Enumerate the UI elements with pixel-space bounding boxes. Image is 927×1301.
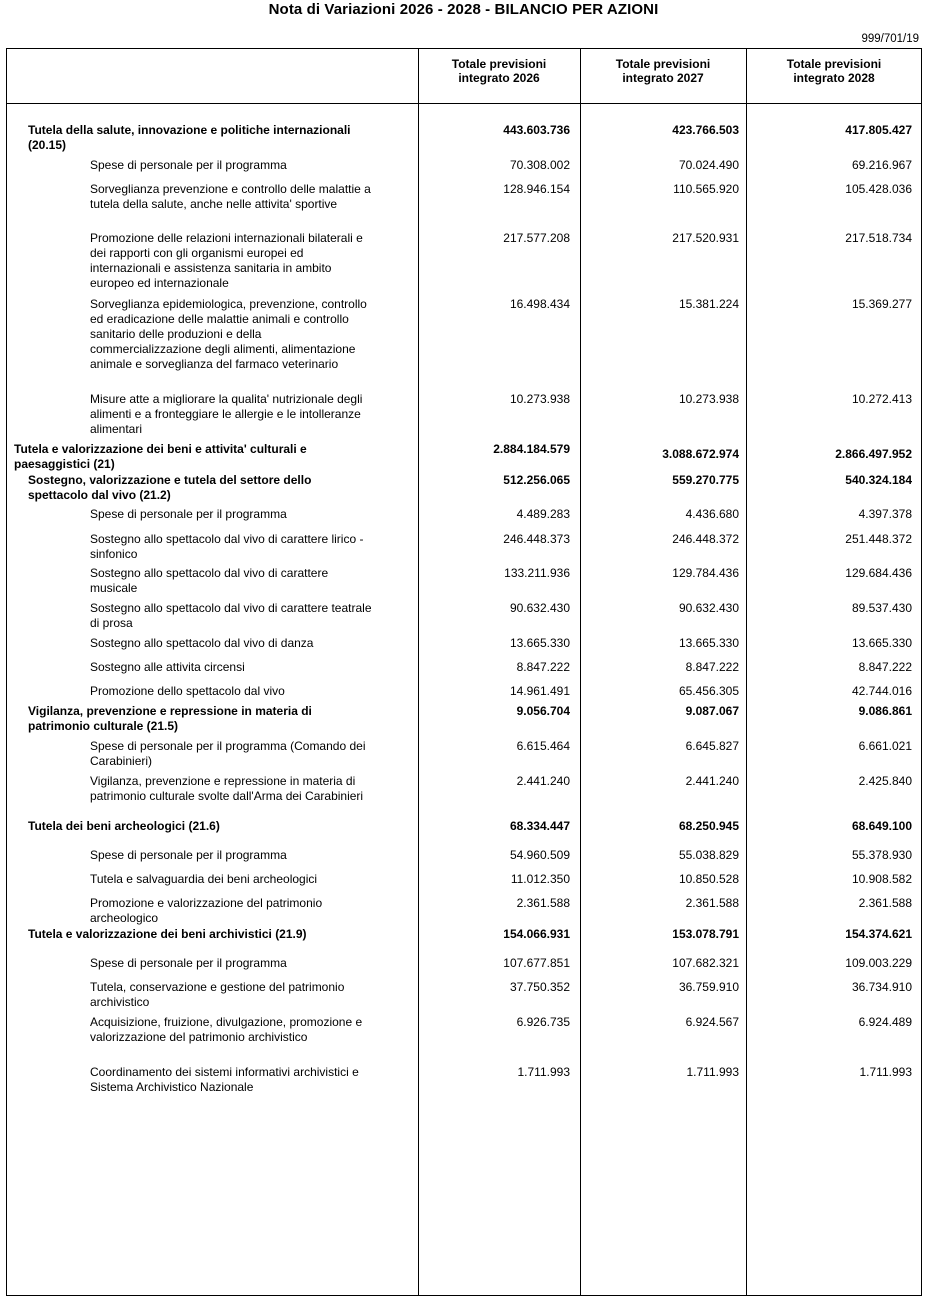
- value-2026: 217.577.208: [503, 231, 570, 245]
- row-label: Tutela e valorizzazione dei beni e attivita' culturali e paesaggistici (21): [14, 442, 307, 471]
- header-divider: [6, 103, 922, 104]
- value-2027: 6.645.827: [685, 739, 739, 753]
- value-2028: 217.518.734: [845, 231, 912, 245]
- value-2028: 10.272.413: [851, 392, 912, 406]
- value-2028: 6.661.021: [858, 739, 912, 753]
- row-label: Sostegno, valorizzazione e tutela del settore dello spettacolo dal vivo (21.2): [28, 473, 312, 502]
- value-2026: 1.711.993: [517, 1065, 570, 1079]
- value-2028: 417.805.427: [845, 123, 912, 137]
- column-header-line: integrato 2028: [793, 71, 875, 85]
- value-2026: 13.665.330: [509, 636, 570, 650]
- row-label: Sostegno allo spettacolo dal vivo di danza: [90, 636, 314, 650]
- value-2028: 36.734.910: [851, 980, 912, 994]
- value-2027: 110.565.920: [673, 182, 739, 196]
- value-2027: 13.665.330: [678, 636, 739, 650]
- value-2027: 1.711.993: [686, 1065, 739, 1079]
- column-header-2027: [580, 57, 746, 85]
- row-label: Acquisizione, fruizione, divulgazione, promozione e valorizzazione del patrimonio archivistico: [90, 1015, 363, 1044]
- row-label: Sostegno allo spettacolo dal vivo di carattere musicale: [90, 566, 329, 595]
- value-2028: 8.847.222: [858, 660, 912, 674]
- row-label: Tutela e salvaguardia dei beni archeologici: [90, 872, 318, 886]
- value-2027: 6.924.567: [685, 1015, 739, 1029]
- value-2028: 89.537.430: [851, 601, 912, 615]
- column-header-line: integrato 2027: [622, 71, 704, 85]
- value-2027: 2.361.588: [685, 896, 739, 910]
- value-2026: 9.056.704: [516, 704, 570, 718]
- column-header-line: integrato 2026: [458, 71, 540, 85]
- value-2027: 9.087.067: [685, 704, 739, 718]
- value-2027: 70.024.490: [678, 158, 739, 172]
- value-2026: 90.632.430: [509, 601, 570, 615]
- value-2028: 1.711.993: [859, 1065, 912, 1079]
- value-2027: 153.078.791: [672, 927, 739, 941]
- row-label: Sorveglianza epidemiologica, prevenzione, controllo ed eradicazione delle malattie animali e controllo sanitario delle produzioni e della commercializzazione degli alimenti, alimentazione animale e sorveglianza del farmaco veterinario: [90, 297, 367, 371]
- row-label: Sostegno alle attivita circensi: [90, 660, 245, 674]
- value-2026: 70.308.002: [509, 158, 570, 172]
- value-2028: 4.397.378: [858, 507, 912, 521]
- value-2026: 54.960.509: [509, 848, 570, 862]
- value-2028: 154.374.621: [845, 927, 912, 941]
- value-2026: 443.603.736: [503, 123, 570, 137]
- value-2028: 15.369.277: [851, 297, 912, 311]
- value-2026: 128.946.154: [503, 182, 570, 196]
- value-2028: 68.649.100: [851, 819, 912, 833]
- value-2027: 36.759.910: [678, 980, 739, 994]
- row-label: Spese di personale per il programma: [90, 507, 287, 521]
- row-label: Sorveglianza prevenzione e controllo delle malattie a tutela della salute, anche nelle attivita' sportive: [90, 182, 371, 211]
- row-label: Vigilanza, prevenzione e repressione in materia di patrimonio culturale (21.5): [28, 704, 312, 733]
- value-2028: 2.425.840: [858, 774, 912, 788]
- row-label: Coordinamento dei sistemi informativi archivistici e Sistema Archivistico Nazionale: [90, 1065, 359, 1094]
- value-2026: 10.273.938: [509, 392, 570, 406]
- column-divider: [580, 48, 581, 1296]
- value-2028: 540.324.184: [845, 473, 912, 487]
- value-2026: 2.884.184.579: [493, 442, 570, 456]
- value-2027: 107.682.321: [672, 956, 739, 970]
- column-header-line: Totale previsioni: [615, 57, 711, 71]
- value-2028: 129.684.436: [845, 566, 912, 580]
- row-label: Sostegno allo spettacolo dal vivo di carattere teatrale di prosa: [90, 601, 372, 630]
- value-2026: 107.677.851: [503, 956, 570, 970]
- column-divider: [746, 48, 747, 1296]
- value-2026: 154.066.931: [503, 927, 570, 941]
- value-2026: 6.926.735: [516, 1015, 570, 1029]
- row-label: Tutela, conservazione e gestione del patrimonio archivistico: [90, 980, 345, 1009]
- value-2027: 8.847.222: [685, 660, 739, 674]
- row-label: Tutela dei beni archeologici (21.6): [28, 819, 220, 833]
- value-2028: 42.744.016: [851, 684, 912, 698]
- value-2027: 55.038.829: [678, 848, 739, 862]
- row-label: Misure atte a migliorare la qualita' nutrizionale degli alimenti e a fronteggiare le allergie e le intolleranze alimentari: [90, 392, 363, 436]
- column-header-2026: [418, 57, 580, 85]
- row-label: Promozione e valorizzazione del patrimonio archeologico: [90, 896, 323, 925]
- column-divider: [418, 48, 419, 1296]
- column-header-line: Totale previsioni: [786, 57, 882, 71]
- row-label: Spese di personale per il programma: [90, 158, 287, 172]
- value-2027: 2.441.240: [685, 774, 739, 788]
- value-2026: 246.448.373: [503, 532, 570, 546]
- value-2027: 10.273.938: [678, 392, 739, 406]
- value-2027: 4.436.680: [685, 507, 739, 521]
- value-2026: 37.750.352: [509, 980, 570, 994]
- row-label: Spese di personale per il programma (Comando dei Carabinieri): [90, 739, 366, 768]
- value-2026: 8.847.222: [516, 660, 570, 674]
- value-2027: 68.250.945: [678, 819, 739, 833]
- value-2028: 6.924.489: [858, 1015, 912, 1029]
- value-2026: 2.441.240: [516, 774, 570, 788]
- value-2028: 9.086.861: [858, 704, 912, 718]
- value-2028: 10.908.582: [851, 872, 912, 886]
- value-2027: 10.850.528: [678, 872, 739, 886]
- value-2026: 4.489.283: [516, 507, 570, 521]
- value-2027: 246.448.372: [672, 532, 739, 546]
- value-2026: 133.211.936: [504, 566, 570, 580]
- column-header-2028: [746, 57, 922, 85]
- page-title: Nota di Variazioni 2026 - 2028 - BILANCIO PER AZIONI: [268, 1, 659, 18]
- value-2028: 55.378.930: [851, 848, 912, 862]
- value-2026: 68.334.447: [509, 819, 570, 833]
- row-label: Sostegno allo spettacolo dal vivo di carattere lirico - sinfonico: [90, 532, 364, 561]
- value-2026: 14.961.491: [509, 684, 570, 698]
- value-2026: 6.615.464: [516, 739, 570, 753]
- value-2027: 65.456.305: [678, 684, 739, 698]
- value-2026: 2.361.588: [516, 896, 570, 910]
- value-2026: 11.012.350: [510, 872, 570, 886]
- row-label: Spese di personale per il programma: [90, 956, 287, 970]
- row-label: Promozione delle relazioni internazionali bilaterali e dei rapporti con gli organismi europei ed internazionali e assistenza sanitaria in ambito europeo ed internazionale: [90, 231, 363, 290]
- value-2028: 251.448.372: [845, 532, 912, 546]
- value-2028: 2.361.588: [858, 896, 912, 910]
- document-code: 999/701/19: [861, 33, 919, 45]
- value-2027: 559.270.775: [672, 473, 739, 487]
- value-2028: 109.003.229: [845, 956, 912, 970]
- value-2028: 13.665.330: [851, 636, 912, 650]
- value-2027: 15.381.224: [678, 297, 739, 311]
- row-label: Promozione dello spettacolo dal vivo: [90, 684, 285, 698]
- value-2027: 217.520.931: [672, 231, 739, 245]
- row-label: Tutela della salute, innovazione e politiche internazionali (20.15): [28, 123, 351, 152]
- value-2028: 105.428.036: [845, 182, 912, 196]
- row-label: Vigilanza, prevenzione e repressione in materia di patrimonio culturale svolte dall'Arma dei Carabinieri: [90, 774, 364, 803]
- row-label: Tutela e valorizzazione dei beni archivistici (21.9): [28, 927, 307, 941]
- value-2027: 129.784.436: [672, 566, 739, 580]
- value-2027: 90.632.430: [678, 601, 739, 615]
- value-2026: 16.498.434: [509, 297, 570, 311]
- value-2028: 69.216.967: [851, 158, 912, 172]
- row-label: Spese di personale per il programma: [90, 848, 287, 862]
- value-2028: 2.866.497.952: [835, 447, 912, 461]
- value-2027: 423.766.503: [672, 123, 739, 137]
- value-2026: 512.256.065: [503, 473, 570, 487]
- value-2027: 3.088.672.974: [662, 447, 739, 461]
- column-header-line: Totale previsioni: [451, 57, 547, 71]
